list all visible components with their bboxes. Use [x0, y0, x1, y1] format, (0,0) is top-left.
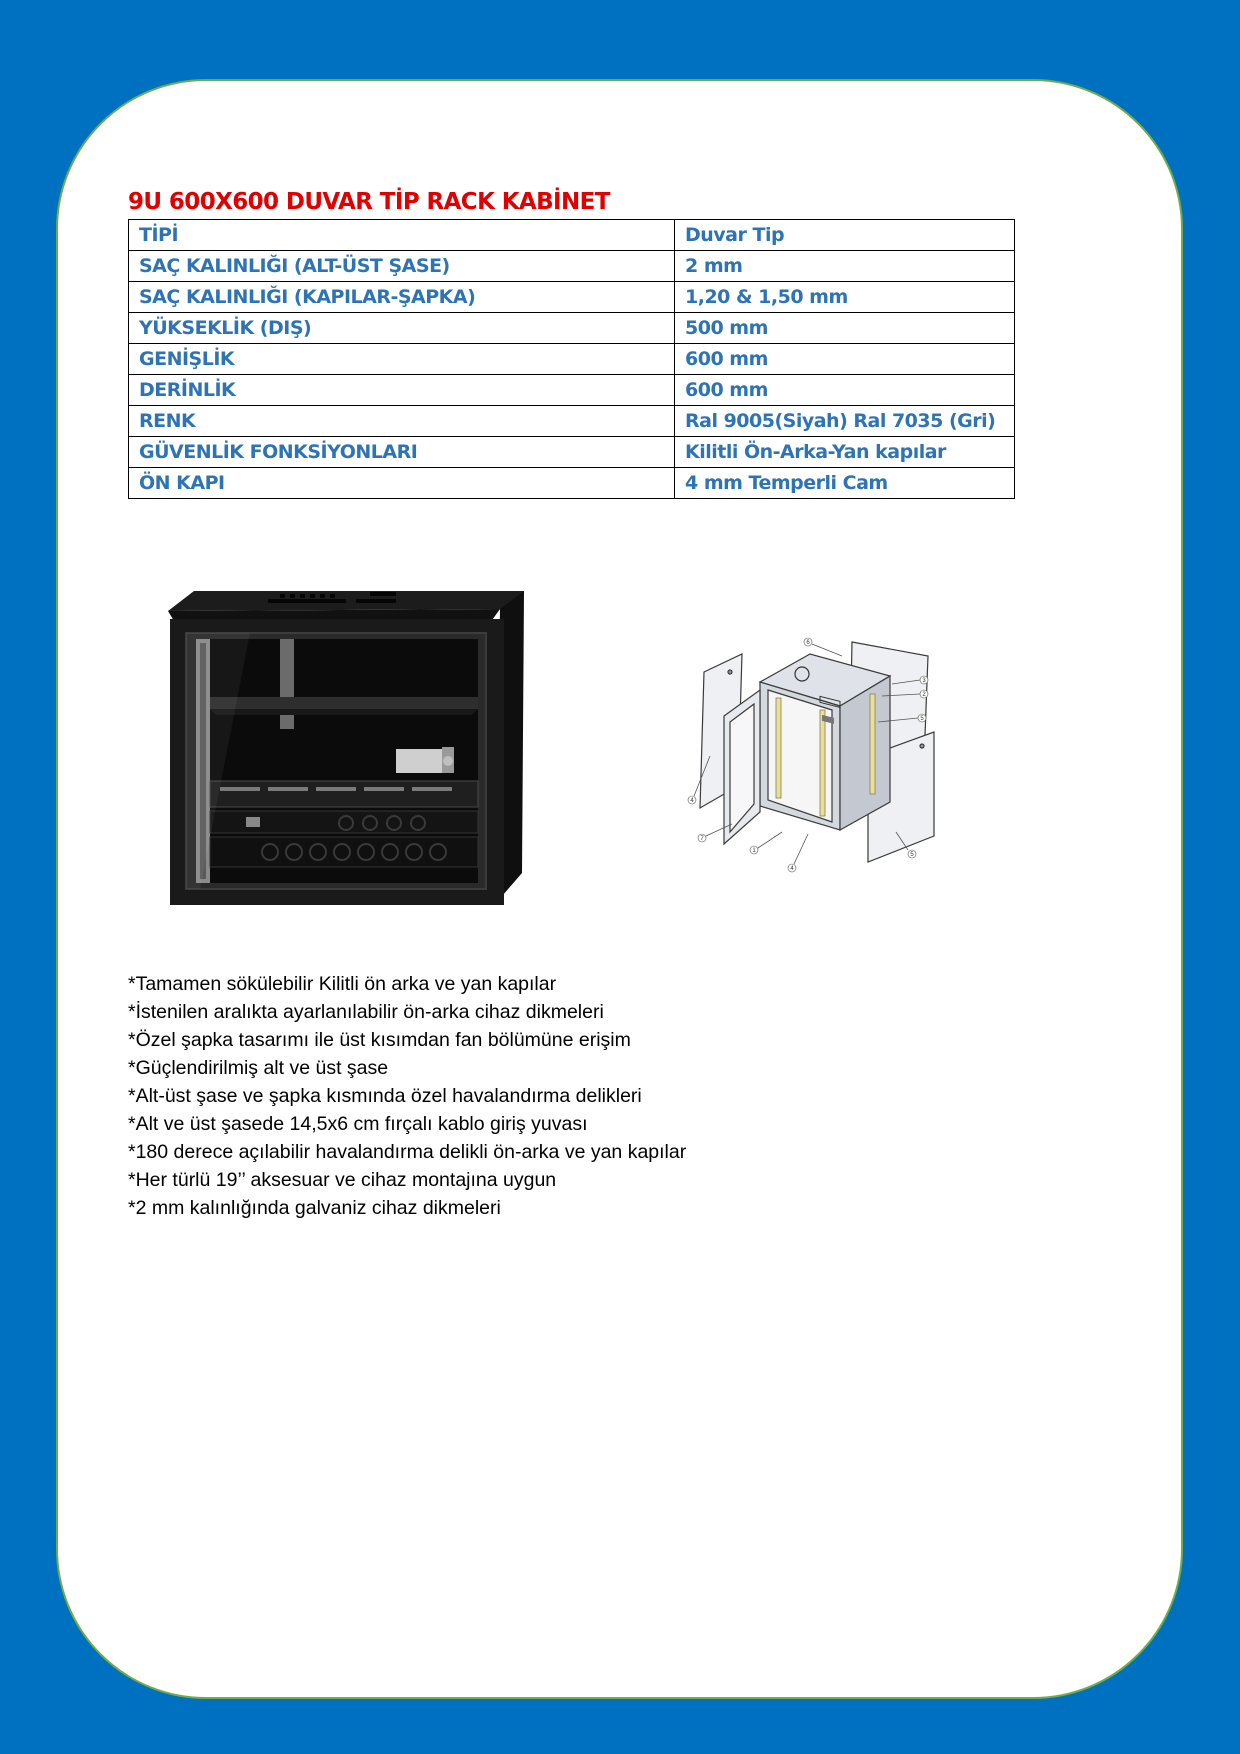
spec-label: RENK	[129, 406, 675, 437]
spec-value: Ral 9005(Siyah) Ral 7035 (Gri)	[675, 406, 1015, 437]
spec-label: DERİNLİK	[129, 375, 675, 406]
spec-value: 1,20 & 1,50 mm	[675, 282, 1015, 313]
spec-row	[129, 220, 1015, 251]
spec-label: GÜVENLİK FONKSİYONLARI	[129, 437, 675, 468]
feature-list	[128, 970, 686, 1222]
feature-item: *Alt ve üst şasede 14,5x6 cm fırçalı kablo giriş yuvası	[128, 1113, 588, 1135]
feature-item: *İstenilen aralıkta ayarlanılabilir ön-arka cihaz dikmeleri	[128, 1001, 604, 1023]
spec-value: 2 mm	[675, 251, 1015, 282]
feature-item: *Özel şapka tasarımı ile üst kısımdan fan bölümüne erişim	[128, 1029, 631, 1051]
feature-item: *Güçlendirilmiş alt ve üst şase	[128, 1057, 389, 1079]
rack-cabinet-photo	[160, 587, 532, 907]
callout-label: 5	[920, 716, 924, 722]
spec-row	[129, 406, 1015, 437]
spec-value: Kilitli Ön-Arka-Yan kapılar	[675, 437, 1015, 468]
callout-label: 5	[910, 852, 914, 858]
spec-row	[129, 282, 1015, 313]
feature-item: *Her türlü 19’’ aksesuar ve cihaz montajına uygun	[128, 1169, 557, 1191]
callout-label: 3	[922, 678, 926, 684]
callout-label: 7	[700, 836, 704, 842]
spec-row	[129, 344, 1015, 375]
feature-item: *Tamamen sökülebilir Kilitli ön arka ve yan kapılar	[128, 973, 557, 995]
page-title: 9U 600X600 DUVAR TİP RACK KABİNET	[128, 189, 610, 215]
feature-item: *180 derece açılabilir havalandırma delikli ön-arka ve yan kapılar	[128, 1141, 687, 1163]
spec-row	[129, 468, 1015, 499]
spec-label: GENİŞLİK	[129, 344, 675, 375]
spec-table	[128, 219, 1015, 499]
feature-item: *Alt-üst şase ve şapka kısmında özel havalandırma delikleri	[128, 1085, 642, 1107]
callout-label: 1	[752, 848, 756, 854]
callout-label: 4	[790, 866, 794, 872]
spec-value: 600 mm	[675, 375, 1015, 406]
spec-value: 500 mm	[675, 313, 1015, 344]
spec-row	[129, 313, 1015, 344]
spec-row	[129, 251, 1015, 282]
spec-value: 4 mm Temperli Cam	[675, 468, 1015, 499]
callout-label: 2	[922, 692, 926, 698]
callout-label: 6	[806, 640, 810, 646]
spec-label: SAÇ KALINLIĞI (KAPILAR-ŞAPKA)	[129, 282, 675, 313]
cabinet-exploded-diagram	[682, 636, 964, 894]
spec-row	[129, 375, 1015, 406]
spec-label: SAÇ KALINLIĞI (ALT-ÜST ŞASE)	[129, 251, 675, 282]
feature-item: *2 mm kalınlığında galvaniz cihaz dikmeleri	[128, 1197, 501, 1219]
spec-value: Duvar Tip	[675, 220, 1015, 251]
spec-value: 600 mm	[675, 344, 1015, 375]
spec-label: YÜKSEKLİK (DIŞ)	[129, 313, 675, 344]
spec-row	[129, 437, 1015, 468]
spec-label: ÖN KAPI	[129, 468, 675, 499]
callout-label: 4	[690, 798, 694, 804]
spec-label: TİPİ	[129, 220, 675, 251]
